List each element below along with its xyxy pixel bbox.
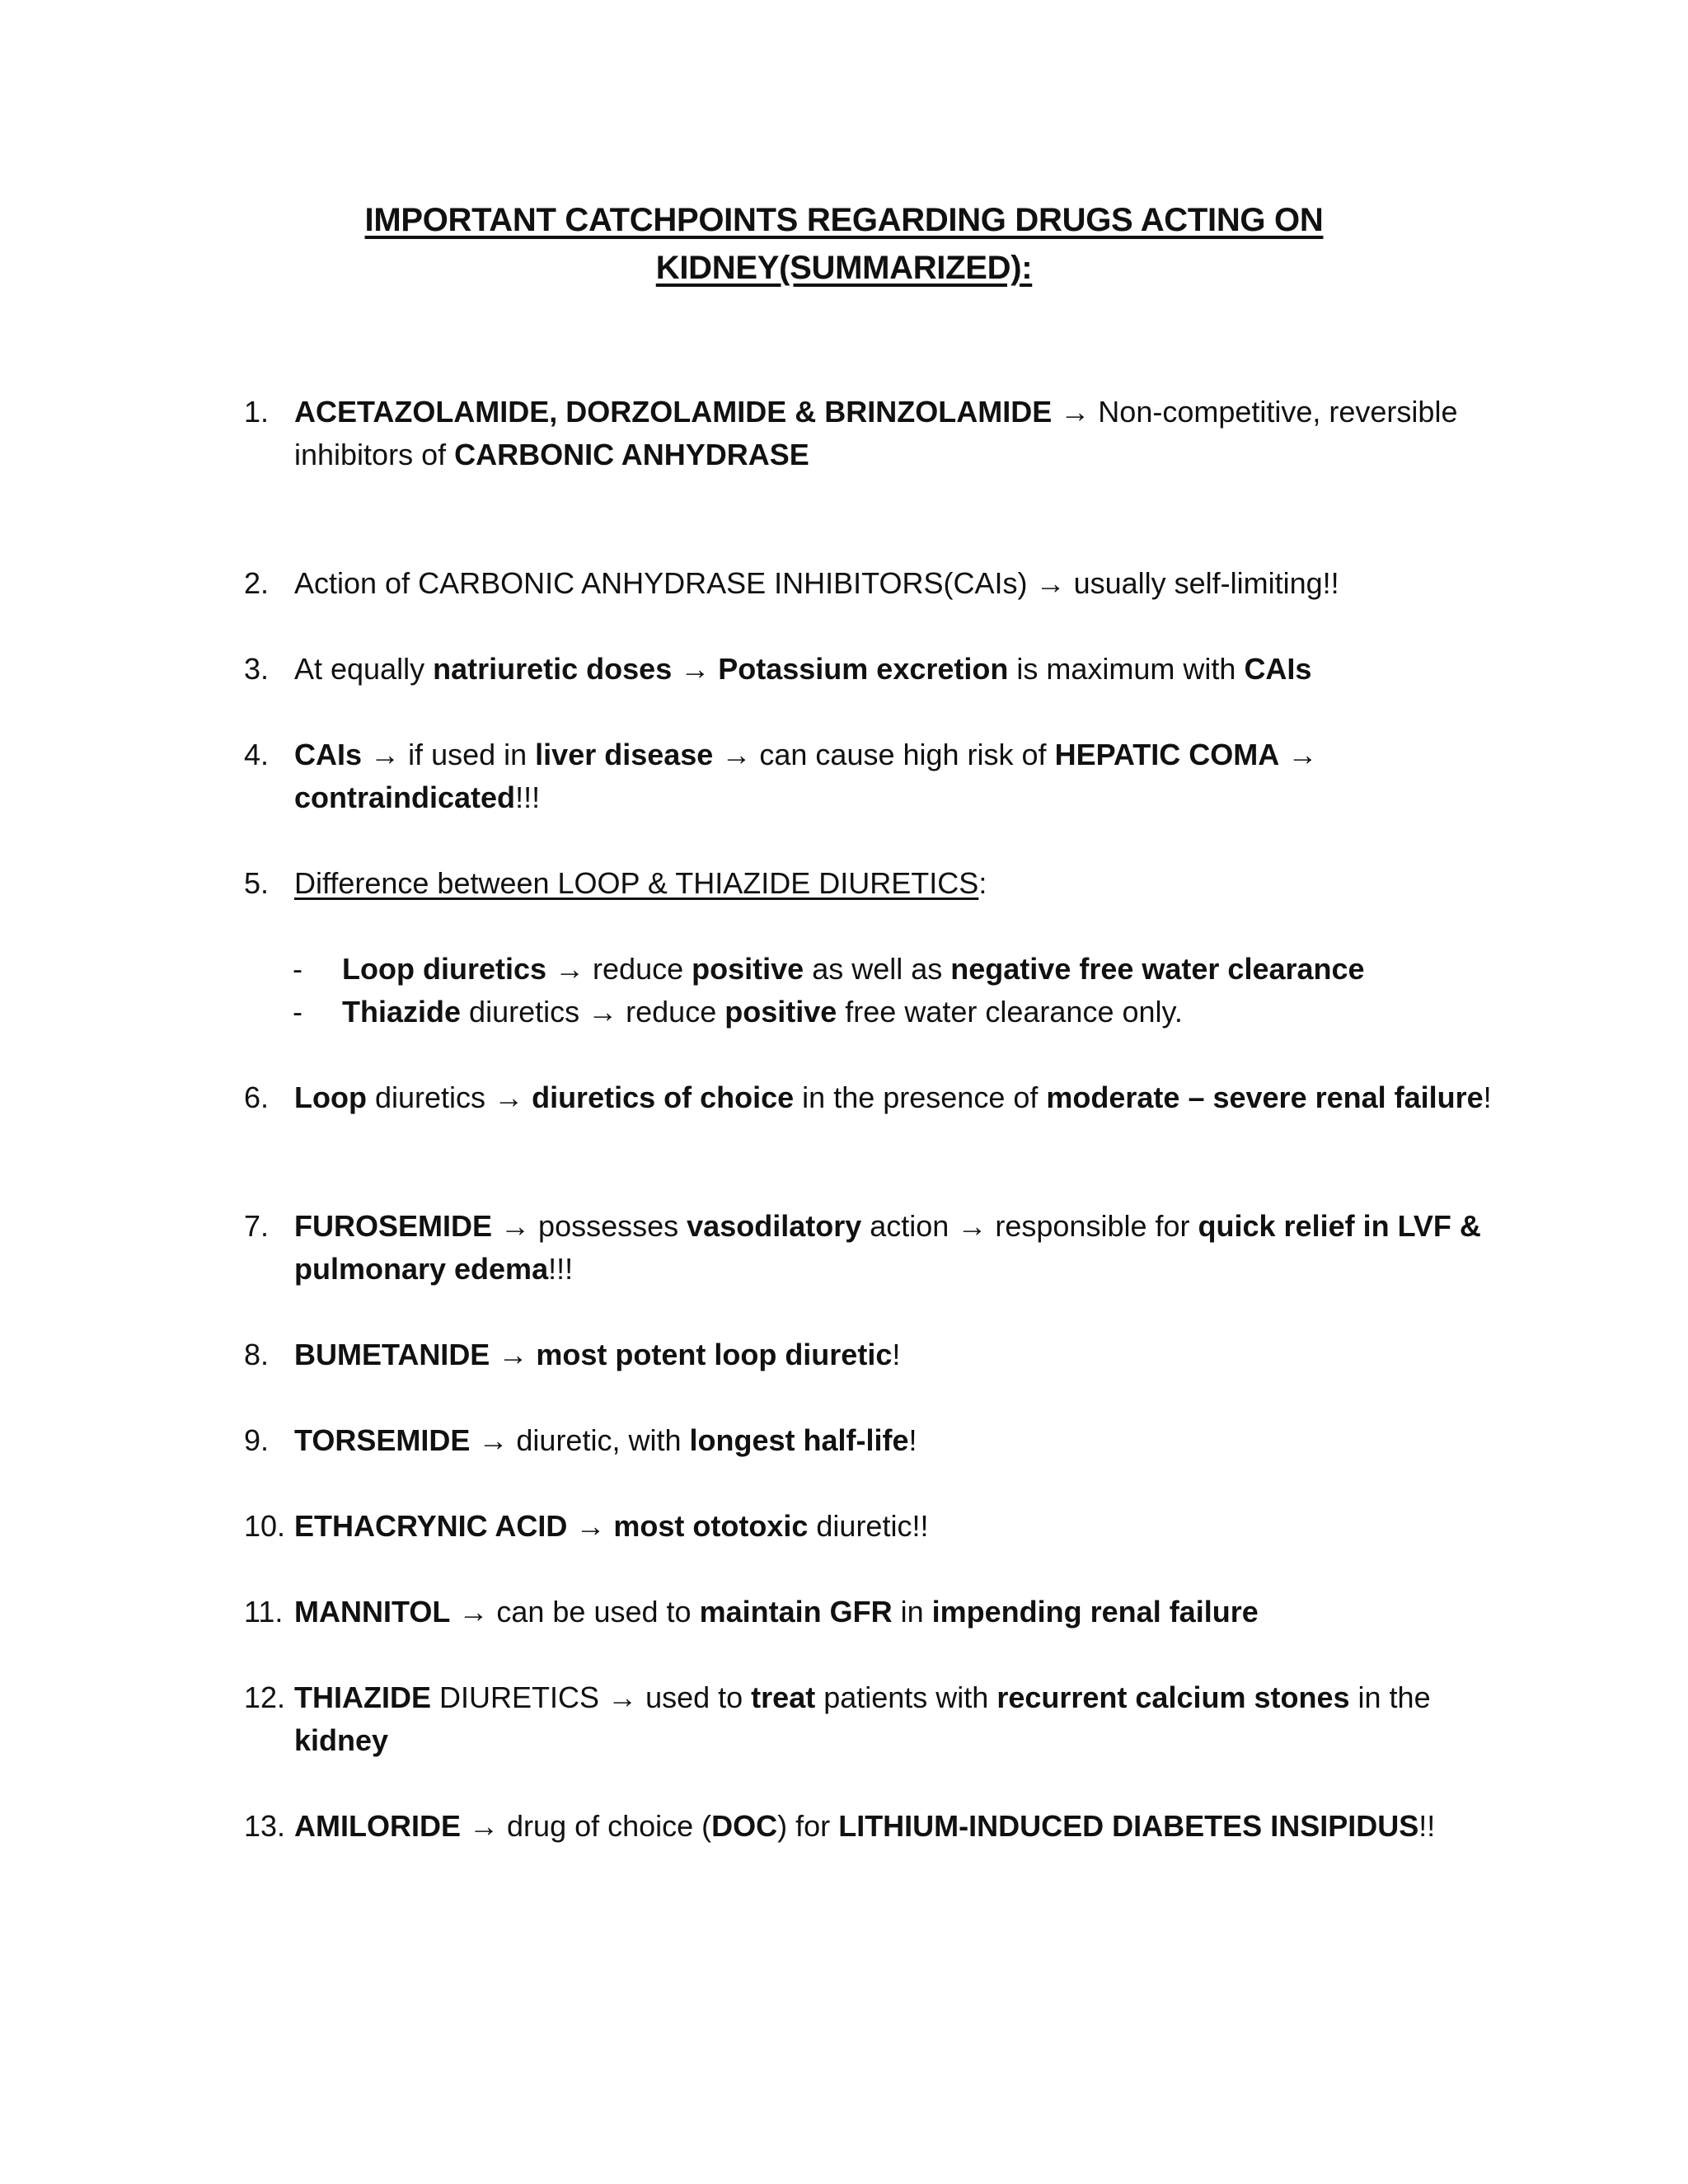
- item-fragment: diuretic, with: [516, 1423, 682, 1457]
- item-fragment: TORSEMIDE: [294, 1423, 471, 1457]
- item-text: [294, 648, 1498, 691]
- arrow-icon: →: [1060, 395, 1090, 429]
- item-fragment: pulmonary edema: [294, 1252, 549, 1286]
- title-line-2: KIDNEY(SUMMARIZED):: [655, 250, 1033, 286]
- item-fragment: CAIs: [1244, 652, 1312, 686]
- item-fragment: responsible for: [995, 1209, 1190, 1243]
- item-text: [294, 1333, 1498, 1376]
- bullet-dash: -: [293, 952, 302, 986]
- item-fragment: !!!: [548, 1252, 574, 1286]
- item-fragment: used to: [645, 1680, 743, 1714]
- arrow-icon: →: [607, 1680, 638, 1714]
- item-text: [294, 1805, 1498, 1848]
- item-fragment: ETHACRYNIC ACID: [294, 1509, 568, 1543]
- item-fragment: drug of choice (: [507, 1809, 712, 1843]
- item-text: [294, 1505, 1498, 1548]
- arrow-icon: →: [458, 1595, 489, 1629]
- item-fragment: THIAZIDE: [294, 1680, 431, 1714]
- arrow-icon: →: [469, 1809, 499, 1843]
- item-number: 2.: [244, 566, 270, 600]
- arrow-icon: →: [370, 738, 401, 771]
- item-number: 13.: [244, 1809, 286, 1843]
- item-fragment: moderate – severe renal failure: [1046, 1080, 1484, 1114]
- item-fragment: liver disease: [535, 738, 714, 771]
- item-fragment: AMILORIDE: [294, 1809, 461, 1843]
- title-line-1: IMPORTANT CATCHPOINTS REGARDING DRUGS ACTING ON: [364, 202, 1324, 238]
- item-fragment: BUMETANIDE: [294, 1338, 490, 1371]
- drug-names: ACETAZOLAMIDE, DORZOLAMIDE & BRINZOLAMIDE: [294, 395, 1053, 429]
- item-fragment: !!: [1418, 1809, 1436, 1843]
- item-fragment: inhibitors of: [294, 438, 447, 471]
- item-text: [294, 391, 1498, 476]
- item-fragment: in the presence of: [802, 1080, 1039, 1114]
- item-fragment: action: [870, 1209, 950, 1243]
- item-fragment: recurrent calcium stones: [996, 1680, 1350, 1714]
- item-fragment: Potassium excretion: [718, 652, 1009, 686]
- arrow-icon: →: [1035, 566, 1066, 600]
- item-number: 10.: [244, 1509, 286, 1543]
- item-fragment: At equally: [294, 652, 425, 686]
- item-number: 1.: [244, 395, 270, 429]
- item-text: [294, 862, 1498, 905]
- item-fragment: !!!: [515, 780, 541, 814]
- item-text: [294, 1076, 1498, 1119]
- item-fragment: possesses: [538, 1209, 679, 1243]
- item-text: [294, 1419, 1498, 1462]
- item-fragment: natriuretic doses: [433, 652, 673, 686]
- bullet-dash: -: [293, 995, 302, 1029]
- page-title: [0, 196, 1688, 292]
- item-fragment: can cause high risk of: [759, 738, 1047, 771]
- item-fragment: FUROSEMIDE: [294, 1209, 493, 1243]
- item-fragment: Loop: [294, 1080, 367, 1114]
- arrow-icon: →: [588, 995, 618, 1029]
- arrow-icon: →: [721, 738, 752, 771]
- arrow-icon: →: [957, 1209, 987, 1243]
- item-fragment: CAIs: [294, 738, 363, 771]
- item-fragment: if used in: [408, 738, 528, 771]
- item-number: 12.: [244, 1680, 286, 1714]
- item-text: [294, 562, 1498, 605]
- arrow-icon: →: [478, 1423, 509, 1457]
- item-fragment: HEPATIC COMA: [1054, 738, 1280, 771]
- item-fragment: in the: [1357, 1680, 1431, 1714]
- arrow-icon: →: [498, 1338, 528, 1371]
- item-fragment: quick relief in LVF &: [1198, 1209, 1481, 1243]
- item-fragment: diuretics of choice: [532, 1080, 795, 1114]
- item-fragment: maintain GFR: [699, 1595, 893, 1629]
- item-fragment: Difference between LOOP & THIAZIDE DIURETICS: [294, 866, 979, 900]
- item-fragment: reduce: [593, 952, 684, 986]
- item-fragment: CARBONIC ANHYDRASE: [454, 438, 809, 471]
- item-fragment: positive: [724, 995, 837, 1029]
- item-fragment: reduce: [626, 995, 717, 1029]
- item-fragment: diuretic!!: [816, 1509, 929, 1543]
- item-fragment: !: [908, 1423, 917, 1457]
- item-fragment: usually self-limiting!!: [1073, 566, 1339, 600]
- item-fragment: Action of CARBONIC ANHYDRASE INHIBITORS(CAIs): [294, 566, 1028, 600]
- item-fragment: DOC: [711, 1809, 778, 1843]
- sub-item-text: [342, 948, 1496, 991]
- sub-item-text: [342, 991, 1496, 1033]
- item-number: 3.: [244, 652, 270, 686]
- item-text: [294, 1591, 1498, 1633]
- item-number: 11.: [244, 1595, 284, 1629]
- item-fragment: diuretics: [374, 1080, 486, 1114]
- item-fragment: diuretics: [469, 995, 580, 1029]
- item-fragment: impending renal failure: [931, 1595, 1259, 1629]
- item-fragment: can be used to: [496, 1595, 692, 1629]
- item-fragment: MANNITOL: [294, 1595, 451, 1629]
- item-fragment: treat: [751, 1680, 816, 1714]
- item-number: 5.: [244, 866, 270, 900]
- item-fragment: positive: [692, 952, 804, 986]
- item-fragment: :: [978, 866, 987, 900]
- item-fragment: contraindicated: [294, 780, 516, 814]
- item-fragment: Loop diuretics: [342, 952, 547, 986]
- item-fragment: longest half-life: [689, 1423, 909, 1457]
- item-number: 8.: [244, 1338, 270, 1371]
- item-fragment: LITHIUM-INDUCED DIABETES INSIPIDUS: [838, 1809, 1419, 1843]
- arrow-icon: →: [494, 1080, 524, 1114]
- item-fragment: ) for: [777, 1809, 831, 1843]
- item-fragment: free water clearance only.: [845, 995, 1183, 1029]
- arrow-icon: →: [500, 1209, 531, 1243]
- item-text: [294, 1676, 1498, 1762]
- arrow-icon: →: [1287, 738, 1318, 771]
- item-fragment: !: [1483, 1080, 1492, 1114]
- item-number: 4.: [244, 738, 270, 771]
- item-text: [294, 1205, 1498, 1291]
- item-fragment: in: [900, 1595, 924, 1629]
- item-number: 6.: [244, 1080, 270, 1114]
- item-fragment: as well as: [812, 952, 943, 986]
- item-fragment: Non-competitive, reversible: [1098, 395, 1458, 429]
- item-fragment: Thiazide: [342, 995, 462, 1029]
- item-number: 9.: [244, 1423, 270, 1457]
- arrow-icon: →: [575, 1509, 606, 1543]
- item-fragment: patients with: [823, 1680, 989, 1714]
- item-number: 7.: [244, 1209, 270, 1243]
- item-fragment: most potent loop diuretic: [536, 1338, 893, 1371]
- item-fragment: !: [892, 1338, 901, 1371]
- item-fragment: is maximum with: [1016, 652, 1236, 686]
- item-fragment: vasodilatory: [687, 1209, 862, 1243]
- item-text: [294, 733, 1498, 819]
- item-fragment: most ototoxic: [613, 1509, 809, 1543]
- item-fragment: negative free water clearance: [950, 952, 1365, 986]
- arrow-icon: →: [680, 652, 710, 686]
- arrow-icon: →: [555, 952, 585, 986]
- item-fragment: kidney: [294, 1723, 389, 1757]
- item-fragment: DIURETICS: [439, 1680, 600, 1714]
